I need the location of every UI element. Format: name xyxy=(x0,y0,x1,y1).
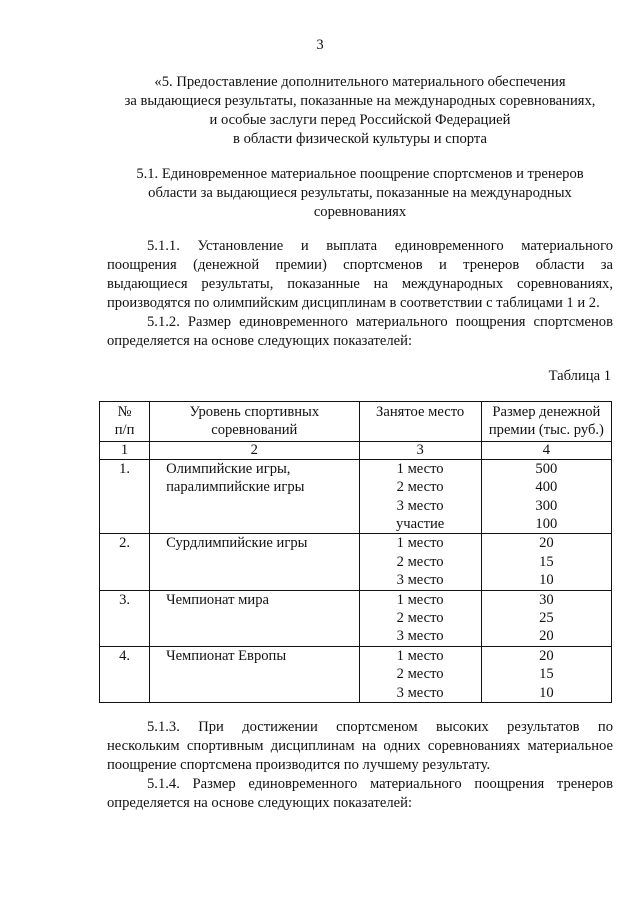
competition-level xyxy=(150,590,359,646)
heading-line: за выдающиеся результаты, показанные на международных соревнованиях, xyxy=(124,93,596,109)
level-text: Сурдлимпийские игры xyxy=(166,535,308,552)
place-text: 3 место xyxy=(396,628,444,645)
paragraph-line: нескольким спортивным дисциплинам на одних соревнованиях материальное xyxy=(107,738,613,754)
paragraph-line: 5.1.3. При достижении спортсменом высоких результатов по xyxy=(147,719,613,735)
row-number: 4. xyxy=(100,646,150,702)
level-text: Олимпийские игры, xyxy=(166,460,291,477)
places-cell xyxy=(359,646,481,702)
header-num xyxy=(100,402,150,442)
table-caption: Таблица 1 xyxy=(548,368,611,384)
header-text: премии (тыс. руб.) xyxy=(488,422,604,439)
place-text: 1 место xyxy=(396,591,444,608)
table-row xyxy=(100,534,612,590)
subheading-line: соревнованиях xyxy=(313,204,407,220)
column-number: 2 xyxy=(150,441,359,459)
paragraph-line: 5.1.2. Размер единовременного материального поощрения спортсменов xyxy=(147,314,613,330)
place-text: 2 место xyxy=(396,479,444,496)
column-number: 4 xyxy=(481,441,611,459)
table-header-row xyxy=(100,402,612,442)
subheading-line: 5.1. Единовременное материальное поощрение спортсменов и тренеров xyxy=(136,166,584,182)
header-text: № xyxy=(117,404,132,420)
paragraph-line: поощрения (денежной премии) спортсменов и тренеров области за xyxy=(107,257,613,273)
level-text: Чемпионат мира xyxy=(166,591,269,608)
paragraph-line: определяется на основе следующих показателей: xyxy=(107,795,413,811)
prize-value: 15 xyxy=(539,553,554,570)
heading-line: в области физической культуры и спорта xyxy=(233,131,487,147)
prizes-cell xyxy=(481,590,611,646)
prize-value: 300 xyxy=(535,497,558,514)
place-text: 3 место xyxy=(396,572,444,589)
place-text: 1 место xyxy=(396,460,444,477)
paragraph-line: выдающиеся результаты, показанные на международных соревнованиях, xyxy=(107,276,613,292)
paragraph-5-1-4 xyxy=(107,775,613,813)
place-text: 2 место xyxy=(396,666,444,683)
subsection-heading xyxy=(100,165,620,222)
prize-value: 10 xyxy=(539,572,554,589)
header-place: Занятое место xyxy=(359,402,481,442)
heading-line: и особые заслуги перед Российской Федерацией xyxy=(209,112,511,128)
places-cell xyxy=(359,459,481,534)
prize-value: 25 xyxy=(539,610,554,627)
competition-level xyxy=(150,459,359,534)
header-level xyxy=(150,402,359,442)
competition-level xyxy=(150,534,359,590)
paragraph-5-1-3 xyxy=(107,718,613,775)
place-text: 2 место xyxy=(396,610,444,627)
prize-value: 400 xyxy=(535,479,558,496)
heading-line: «5. Предоставление дополнительного материального обеспечения xyxy=(154,74,566,90)
row-number: 1. xyxy=(100,459,150,534)
place-text: 3 место xyxy=(396,497,444,514)
prize-value: 500 xyxy=(535,460,558,477)
places-cell xyxy=(359,534,481,590)
prize-value: 15 xyxy=(539,666,554,683)
prize-value: 20 xyxy=(539,647,554,664)
column-number: 1 xyxy=(100,441,150,459)
table-row xyxy=(100,590,612,646)
place-text: 2 место xyxy=(396,553,444,570)
place-text: 3 место xyxy=(396,684,444,701)
table-row xyxy=(100,459,612,534)
paragraph-5-1-1 xyxy=(107,237,613,313)
level-text: паралимпийские игры xyxy=(166,479,305,496)
header-text: соревнований xyxy=(211,422,298,439)
prize-value: 30 xyxy=(539,591,554,608)
column-number-row xyxy=(100,441,612,459)
paragraph-line: определяется на основе следующих показателей: xyxy=(107,333,413,349)
header-prize xyxy=(481,402,611,442)
paragraph-5-1-2 xyxy=(107,313,613,351)
row-number: 2. xyxy=(100,534,150,590)
paragraph-line: 5.1.1. Установление и выплата единовременного материального xyxy=(147,238,613,254)
prize-value: 20 xyxy=(539,535,554,552)
header-text: п/п xyxy=(114,422,135,439)
prizes-cell xyxy=(481,646,611,702)
prize-value: 100 xyxy=(535,516,558,533)
header-text: Уровень спортивных xyxy=(189,404,320,420)
subheading-line: области за выдающиеся результаты, показанные на международных xyxy=(148,185,572,201)
places-cell xyxy=(359,590,481,646)
place-text: 1 место xyxy=(396,535,444,552)
prizes-cell xyxy=(481,459,611,534)
competition-level xyxy=(150,646,359,702)
place-text: участие xyxy=(395,516,445,533)
paragraph-line: поощрение спортсмена производится по лучшему результату. xyxy=(107,757,491,773)
page-number: 3 xyxy=(316,37,324,53)
paragraph-line: 5.1.4. Размер единовременного материального поощрения тренеров xyxy=(147,776,613,792)
prize-value: 10 xyxy=(539,684,554,701)
table-row xyxy=(100,646,612,702)
level-text: Чемпионат Европы xyxy=(166,647,287,664)
column-number: 3 xyxy=(359,441,481,459)
paragraph-line: производятся по олимпийским дисциплинам в соответствии с таблицами 1 и 2. xyxy=(107,295,600,311)
prizes-cell xyxy=(481,534,611,590)
section-heading xyxy=(100,73,620,149)
prize-table xyxy=(99,401,612,703)
row-number: 3. xyxy=(100,590,150,646)
place-text: 1 место xyxy=(396,647,444,664)
prize-value: 20 xyxy=(539,628,554,645)
header-text: Размер денежной xyxy=(492,404,601,420)
